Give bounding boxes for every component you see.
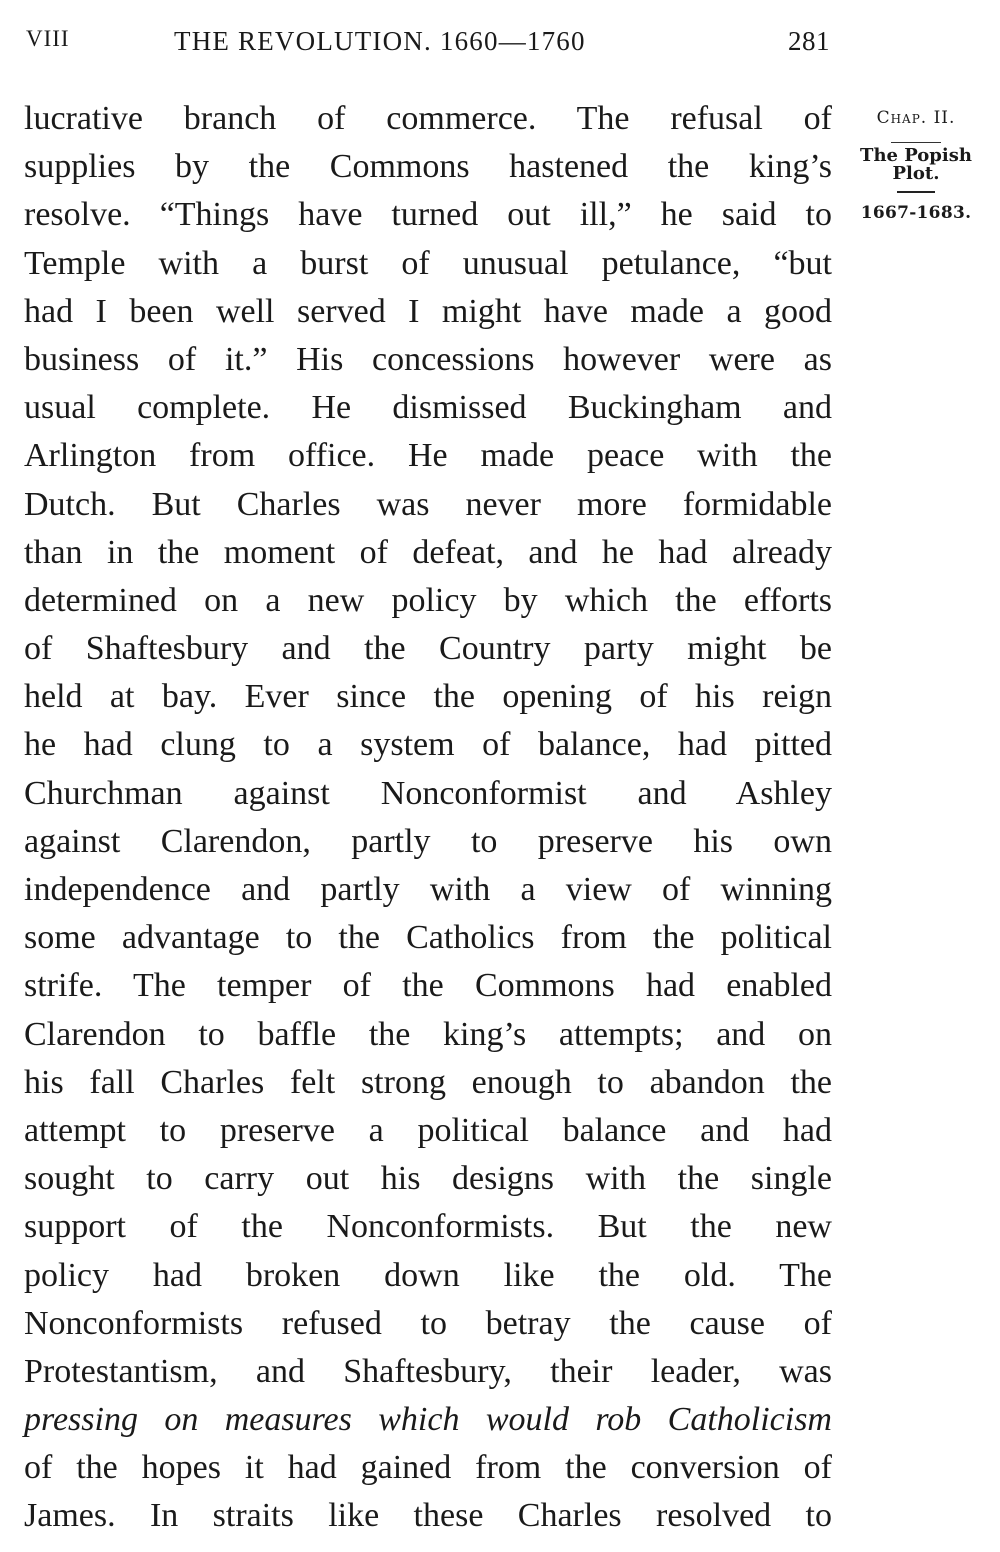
text-line: supplies by the Commons hastened the king’s (24, 148, 832, 186)
margin-note (848, 108, 984, 223)
text-line: support of the Nonconformists. But the new (24, 1208, 832, 1246)
text-line: Churchman against Nonconformist and Ashley (24, 774, 832, 812)
text-line: business of it.” His concessions however were as (24, 340, 832, 378)
text-line: Dutch. But Charles was never more formidable (24, 485, 832, 523)
text-line: pressing on measures which would rob Catholicism (24, 1401, 832, 1439)
text-line: resolve. “Things have turned out ill,” he said to (24, 196, 832, 234)
margin-divider-top (891, 142, 941, 143)
text-line: his fall Charles felt strong enough to abandon the (24, 1063, 832, 1101)
text-line: determined on a new policy by which the efforts (24, 581, 832, 619)
text-line: some advantage to the Catholics from the political (24, 919, 832, 957)
text-line: of Shaftesbury and the Country party might be (24, 630, 832, 668)
page-number: 281 (788, 26, 830, 56)
text-line: lucrative branch of commerce. The refusal of (24, 100, 832, 137)
running-title: THE REVOLUTION. 1660—1760 (174, 26, 586, 56)
text-line: policy had broken down like the old. The (24, 1256, 832, 1294)
text-line: Protestantism, and Shaftesbury, their leader, was (24, 1352, 832, 1390)
text-line: he had clung to a system of balance, had pitted (24, 726, 832, 764)
margin-divider (897, 191, 935, 193)
text-line: strife. The temper of the Commons had enabled (24, 967, 832, 1005)
margin-topic: The Popish Plot. (860, 145, 972, 184)
running-header (26, 26, 834, 66)
text-line: independence and partly with a view of winning (24, 871, 832, 908)
text-line: Temple with a burst of unusual petulance, “but (24, 244, 832, 282)
text-line: held at bay. Ever since the opening of his reign (24, 678, 832, 716)
text-line: Clarendon to baffle the king’s attempts; and on (24, 1015, 832, 1053)
text-line: Nonconformists refused to betray the cause of (24, 1304, 832, 1342)
margin-chapter: Chap. II. (876, 108, 956, 128)
text-line: attempt to preserve a political balance and had (24, 1111, 832, 1149)
margin-dates: 1667-1683. (860, 203, 972, 223)
text-line: had I been well served I might have made a good (24, 292, 832, 330)
text-line: sought to carry out his designs with the single (24, 1160, 832, 1198)
text-line: of the hopes it had gained from the conversion of (24, 1449, 832, 1487)
chapter-number: VIII (26, 26, 70, 51)
text-line: James. In straits like these Charles resolved to (24, 1497, 832, 1535)
text-line: usual complete. He dismissed Buckingham and (24, 389, 832, 427)
text-line: against Clarendon, partly to preserve his own (24, 822, 832, 860)
text-line: Arlington from office. He made peace with the (24, 437, 832, 475)
text-line: than in the moment of defeat, and he had already (24, 533, 832, 571)
body-text (24, 95, 832, 1541)
